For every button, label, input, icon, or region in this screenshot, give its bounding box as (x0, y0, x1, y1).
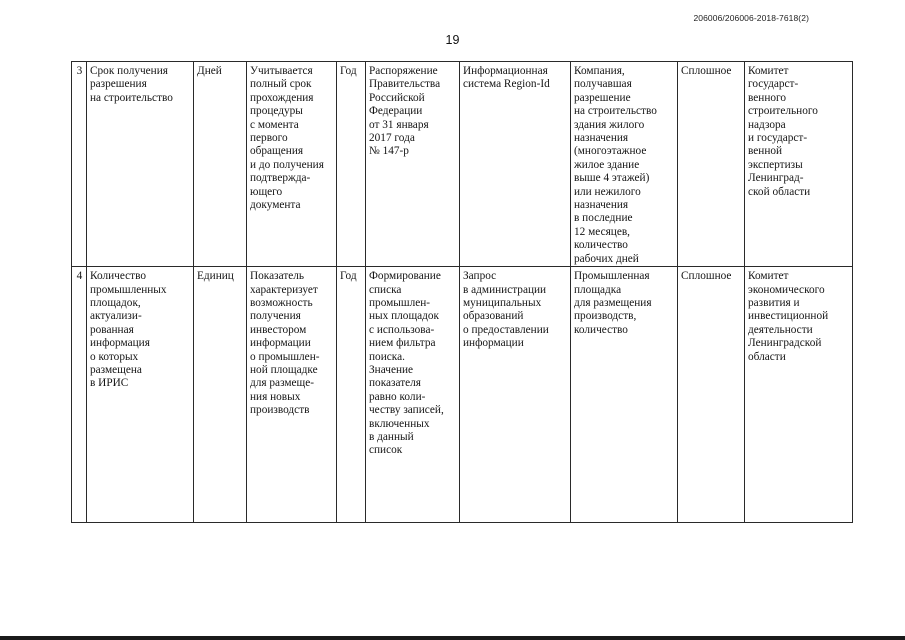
cell-text-line: и государст- (748, 132, 808, 145)
row-number-cell (72, 62, 87, 267)
cell-text-line: Год (340, 270, 357, 283)
cell-text-line: разрешения (90, 78, 147, 91)
cell-text-line: Правительства (369, 78, 441, 91)
cell-text-line: от 31 января (369, 118, 429, 131)
cell-text-line: инвестором (250, 323, 307, 336)
cell-text-line: о предоставлении (463, 323, 549, 336)
period-cell (337, 62, 366, 267)
cell-text-line: с использова- (369, 323, 435, 336)
cell-text-line: ской области (748, 185, 811, 198)
cell-text-line: 3 (76, 65, 83, 77)
cell-text-line: надзора (748, 118, 786, 131)
cell-text-line: Информационная (463, 65, 548, 77)
cell-text-line: Формирование (369, 270, 441, 283)
cell-text-line: в администрации (463, 283, 547, 296)
cell-text-line: назначения (574, 199, 629, 212)
responsible-cell (745, 267, 853, 523)
cell-text-line: количество (574, 239, 628, 252)
cell-text-line: рованная (90, 323, 134, 336)
cell-text-line: (многоэтажное (574, 145, 647, 158)
cell-text-line: количество (574, 323, 628, 336)
cell-text-line: производств (250, 404, 310, 417)
cell-text-line: ных площадок (369, 310, 440, 323)
cell-text-line: или нежилого (574, 185, 641, 198)
basis-cell (366, 62, 460, 267)
cell-text-line: ющего (250, 185, 283, 198)
cell-text-line: о промышлен- (250, 350, 320, 363)
cell-text-line: о которых (90, 350, 139, 363)
cell-text-line: Показатель (250, 270, 305, 283)
indicator-name-cell (87, 267, 194, 523)
cell-text-line: ной площадке (250, 363, 318, 376)
cell-text-line: в ИРИС (90, 377, 129, 390)
cell-text-line: Компания, (574, 65, 625, 77)
cell-text-line: Сплошное (681, 270, 732, 283)
cell-text-line: на строительство (574, 105, 657, 118)
cell-text-line: рабочих дней (574, 252, 639, 265)
cell-text-line: первого (250, 132, 288, 145)
cell-text-line: списка (369, 283, 402, 296)
cell-text-line: Распоряжение (369, 65, 438, 77)
cell-text-line: развития и (748, 296, 800, 309)
cell-text-line: инвестиционной (748, 310, 829, 323)
cell-text-line: процедуры (250, 105, 303, 118)
cell-text-line: промышленных (90, 283, 167, 296)
cell-text-line: характеризует (250, 283, 318, 296)
unit-cell (194, 62, 247, 267)
cell-text-line: честву записей, (369, 404, 444, 417)
cell-text-line: документа (250, 199, 301, 212)
cell-text-line: поиска. (369, 350, 405, 363)
cell-text-line: промышлен- (369, 296, 431, 309)
row-number-cell (72, 267, 87, 523)
table-row (72, 62, 853, 267)
cell-text-line: государст- (748, 78, 799, 91)
page-number: 19 (445, 33, 460, 47)
cell-text-line: для размеще- (250, 377, 315, 390)
cell-text-line: в данный (369, 430, 414, 443)
source-cell (460, 62, 571, 267)
cell-text-line: Значение (369, 363, 414, 376)
cell-text-line: возможность (250, 296, 313, 309)
cell-text-line: нием фильтра (369, 337, 436, 350)
responsible-cell (745, 62, 853, 267)
cell-text-line: жилое здание (574, 158, 640, 171)
cell-text-line: венной (748, 145, 783, 158)
cell-text-line: показателя (369, 377, 421, 390)
cell-text-line: с момента (250, 118, 299, 131)
cell-text-line: Федерации (369, 105, 423, 118)
cell-text-line: Ленинградской (748, 337, 822, 350)
cell-text-line: № 147-р (369, 145, 409, 158)
cell-text-line: равно коли- (369, 390, 426, 403)
cell-text-line: 4 (76, 270, 83, 283)
cell-text-line: ния новых (250, 390, 301, 403)
coverage-cell (678, 62, 745, 267)
cell-text-line: деятельности (748, 323, 813, 336)
cell-text-line: области (748, 350, 786, 363)
cell-text-line: строительного (748, 105, 818, 118)
scan-bottom-edge (0, 636, 905, 640)
cell-text-line: Дней (197, 65, 222, 77)
cell-text-line: выше 4 этажей) (574, 172, 650, 185)
cell-text-line: назначения (574, 132, 629, 145)
period-cell (337, 267, 366, 523)
basis-cell (366, 267, 460, 523)
cell-text-line: размещена (90, 363, 142, 376)
cell-text-line: Комитет (748, 270, 789, 283)
cell-text-line: информации (463, 337, 524, 350)
cell-text-line: для размещения (574, 296, 652, 309)
cell-text-line: и до получения (250, 158, 324, 171)
cell-text-line: Комитет (748, 65, 789, 77)
cell-text-line: в последние (574, 212, 633, 225)
cell-text-line: Срок получения (90, 65, 168, 77)
object-cell (571, 267, 678, 523)
coverage-cell (678, 267, 745, 523)
cell-text-line: Ленинград- (748, 172, 804, 185)
cell-text-line: 12 месяцев, (574, 225, 630, 238)
source-cell (460, 267, 571, 523)
cell-text-line: подтвержда- (250, 172, 311, 185)
cell-text-line: Учитывается (250, 65, 313, 77)
cell-text-line: Запрос (463, 270, 497, 283)
document-code: 206006/206006-2018-7618(2) (693, 13, 809, 23)
cell-text-line: муниципальных (463, 296, 542, 309)
cell-text-line: здания жилого (574, 118, 645, 131)
cell-text-line: получавшая (574, 78, 632, 91)
cell-text-line: включенных (369, 417, 430, 430)
cell-text-line: 2017 года (369, 132, 415, 145)
cell-text-line: Единиц (197, 270, 234, 283)
cell-text-line: Промышленная (574, 270, 650, 283)
cell-text-line: Сплошное (681, 65, 732, 77)
method-cell (247, 267, 337, 523)
cell-text-line: образований (463, 310, 524, 323)
cell-text-line: производств, (574, 310, 637, 323)
unit-cell (194, 267, 247, 523)
cell-text-line: Российской (369, 91, 425, 104)
object-cell (571, 62, 678, 267)
indicator-table (71, 61, 853, 523)
cell-text-line: Количество (90, 270, 146, 283)
cell-text-line: полный срок (250, 78, 312, 91)
indicator-name-cell (87, 62, 194, 267)
cell-text-line: экономического (748, 283, 825, 296)
cell-text-line: площадок, (90, 296, 141, 309)
cell-text-line: актуализи- (90, 310, 142, 323)
cell-text-line: обращения (250, 145, 304, 158)
cell-text-line: Год (340, 65, 357, 77)
cell-text-line: разрешение (574, 91, 631, 104)
cell-text-line: система Region-Id (463, 78, 550, 91)
cell-text-line: площадка (574, 283, 622, 296)
cell-text-line: на строительство (90, 91, 173, 104)
table-row (72, 267, 853, 523)
method-cell (247, 62, 337, 267)
cell-text-line: экспертизы (748, 158, 803, 171)
cell-text-line: информации (250, 337, 311, 350)
cell-text-line: получения (250, 310, 301, 323)
cell-text-line: список (369, 444, 403, 457)
cell-text-line: венного (748, 91, 787, 104)
cell-text-line: информация (90, 337, 150, 350)
cell-text-line: прохождения (250, 91, 314, 104)
